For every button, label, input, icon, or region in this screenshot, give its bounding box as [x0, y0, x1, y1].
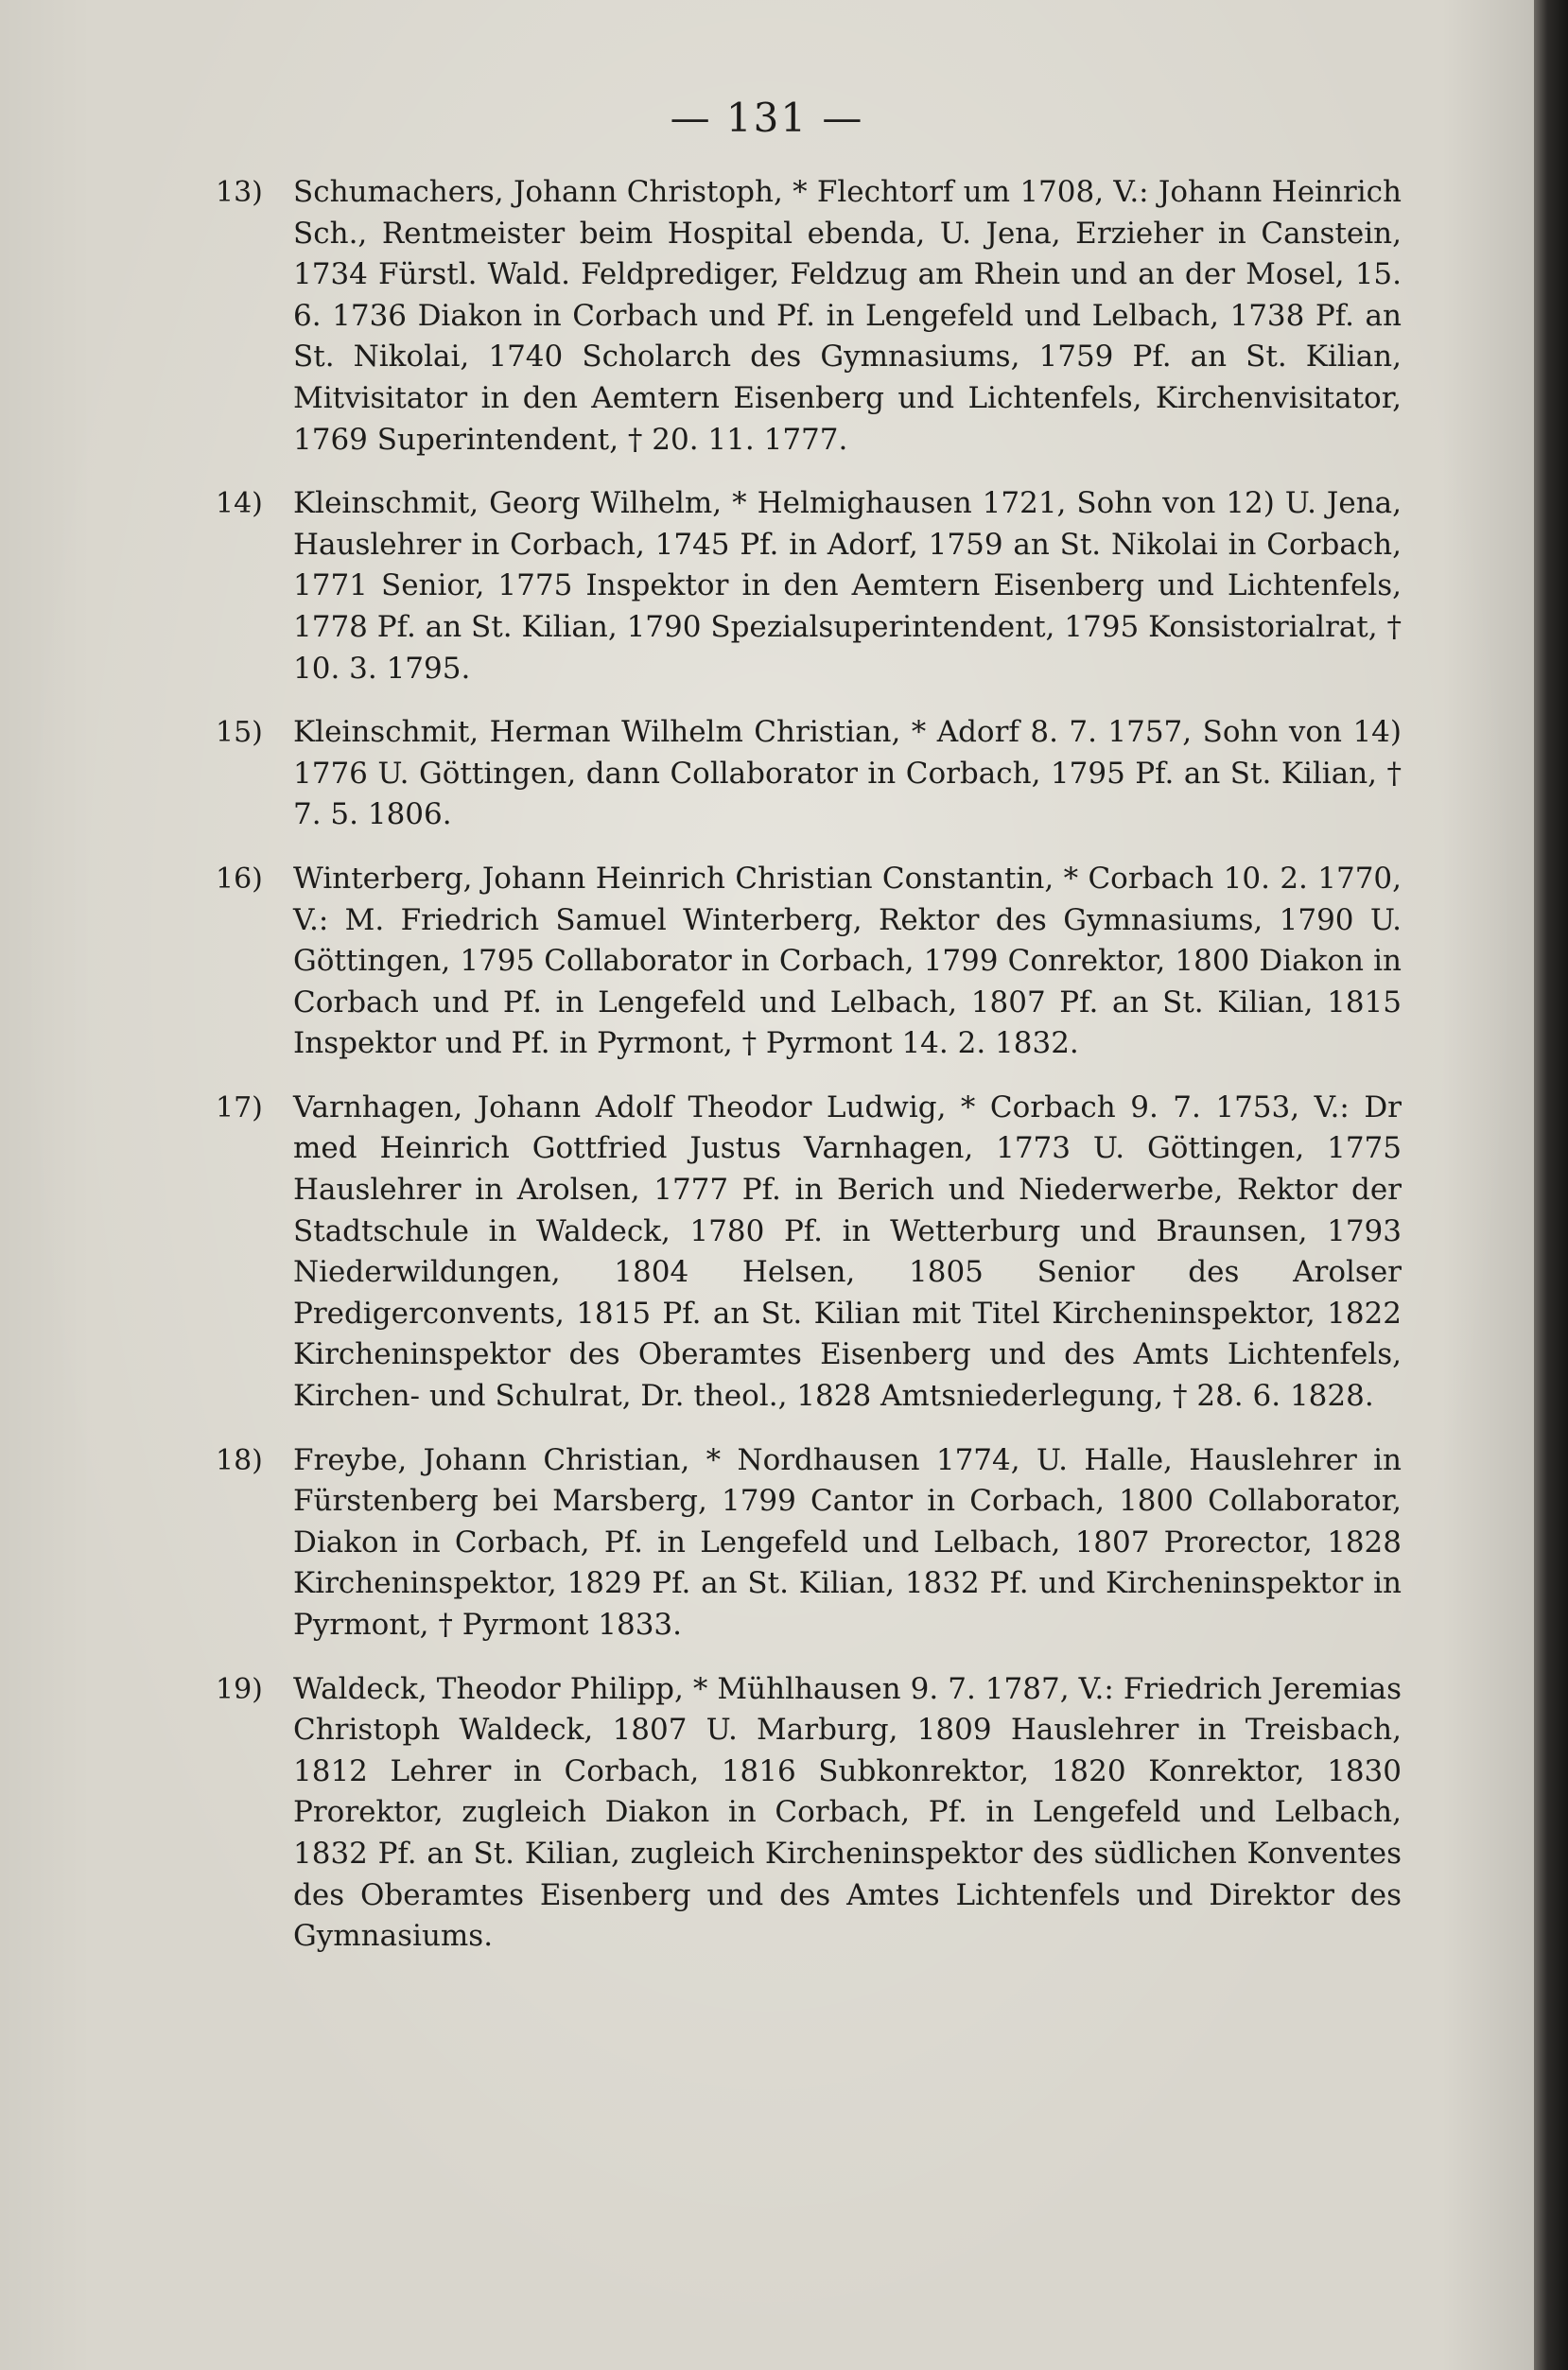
book-spine-edge	[1534, 0, 1568, 2370]
entry-14	[216, 483, 1402, 689]
entry-number: 15)	[216, 716, 263, 750]
entry-15	[216, 712, 1402, 836]
entry-text: Schumachers, Johann Christoph, * Flechtorf um 1708, V.: Johann Heinrich Sch., Rentmeister beim Hospital ebenda, U. Jena, Erzieher in Canstein, 1734 Fürstl. Wald. Feldprediger, Feldzug am Rhein und an der Mosel, 15. 6. 1736 Diakon in Corbach und Pf. in Lengefeld und Lelbach, 1738 Pf. an St. Nikolai, 1740 Scholarch des Gymnasiums, 1759 Pf. an St. Kilian, Mitvisitator in den Aemtern Eisenberg und Lichtenfels, Kirchenvisitator, 1769 Superintendent, † 20. 11. 1777.	[293, 175, 1402, 457]
entry-number: 18)	[216, 1443, 263, 1477]
entry-text: Waldeck, Theodor Philipp, * Mühlhausen 9. 7. 1787, V.: Friedrich Jeremias Christoph Waldeck, 1807 U. Marburg, 1809 Hauslehrer in Treisbach, 1812 Lehrer in Corbach, 1816 Subkonrektor, 1820 Konrektor, 1830 Prorektor, zugleich Diakon in Corbach, Pf. in Lengefeld und Lelbach, 1832 Pf. an St. Kilian, zugleich Kircheninspektor des südlichen Konventes des Oberamtes Eisenberg und des Amtes Lichtenfels und Direktor des Gymnasiums.	[293, 1671, 1402, 1954]
entry-number: 13)	[216, 176, 263, 209]
entry-18	[216, 1440, 1402, 1647]
entry-text: Kleinschmit, Herman Wilhelm Christian, * Adorf 8. 7. 1757, Sohn von 14) 1776 U. Göttingen, dann Collaborator in Corbach, 1795 Pf. an St. Kilian, † 7. 5. 1806.	[293, 715, 1402, 832]
entry-19	[216, 1669, 1402, 1958]
entry-number: 16)	[216, 862, 263, 896]
entry-number: 19)	[216, 1672, 263, 1706]
entry-16	[216, 859, 1402, 1065]
entry-text: Winterberg, Johann Heinrich Christian Constantin, * Corbach 10. 2. 1770, V.: M. Friedrich Samuel Winterberg, Rektor des Gymnasiums, 1790 U. Göttingen, 1795 Collaborator in Corbach, 1799 Conrektor, 1800 Diakon in Corbach und Pf. in Lengefeld und Lelbach, 1807 Pf. an St. Kilian, 1815 Inspektor und Pf. in Pyrmont, † Pyrmont 14. 2. 1832.	[293, 861, 1402, 1061]
entry-13	[216, 172, 1402, 461]
entry-list	[216, 172, 1402, 1980]
entry-text: Varnhagen, Johann Adolf Theodor Ludwig, * Corbach 9. 7. 1753, V.: Dr med Heinrich Gottfried Justus Varnhagen, 1773 U. Göttingen, 1775 Hauslehrer in Arolsen, 1777 Pf. in Berich und Niederwerbe, Rektor der Stadtschule in Waldeck, 1780 Pf. in Wetterburg und Braunsen, 1793 Niederwildungen, 1804 Helsen, 1805 Senior des Arolser Predigerconvents, 1815 Pf. an St. Kilian mit Titel Kircheninspektor, 1822 Kircheninspektor des Oberamtes Eisenberg und des Amts Lichtenfels, Kirchen- und Schulrat, Dr. theol., 1828 Amtsniederlegung, † 28. 6. 1828.	[293, 1089, 1402, 1414]
page-number: — 131 —	[670, 95, 864, 141]
entry-17	[216, 1088, 1402, 1418]
entry-number: 14)	[216, 487, 263, 521]
entry-text: Freybe, Johann Christian, * Nordhausen 1774, U. Halle, Hauslehrer in Fürstenberg bei Marsberg, 1799 Cantor in Corbach, 1800 Collaborator, Diakon in Corbach, Pf. in Lengefeld und Lelbach, 1807 Prorector, 1828 Kircheninspektor, 1829 Pf. an St. Kilian, 1832 Pf. und Kircheninspektor in Pyrmont, † Pyrmont 1833.	[293, 1442, 1402, 1642]
entry-number: 17)	[216, 1090, 263, 1124]
entry-text: Kleinschmit, Georg Wilhelm, * Helmighausen 1721, Sohn von 12) U. Jena, Hauslehrer in Corbach, 1745 Pf. in Adorf, 1759 an St. Nikolai in Corbach, 1771 Senior, 1775 Inspektor in den Aemtern Eisenberg und Lichtenfels, 1778 Pf. an St. Kilian, 1790 Spezialsuperintendent, 1795 Konsistorialrat, † 10. 3. 1795.	[293, 486, 1402, 686]
